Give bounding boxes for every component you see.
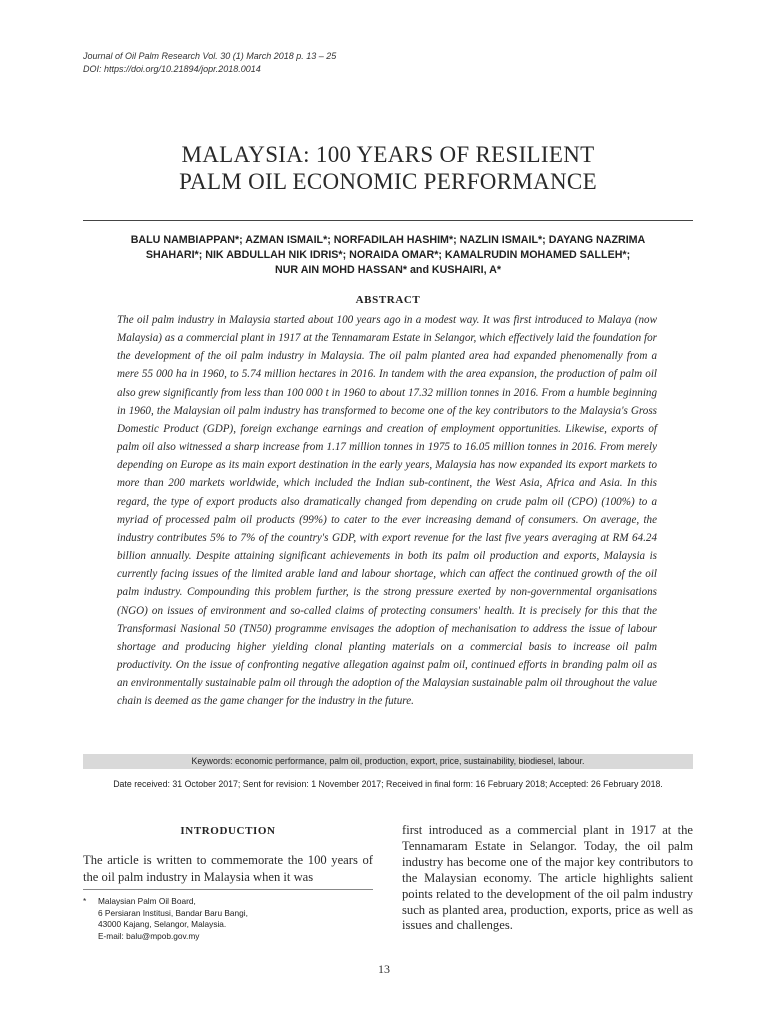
journal-header [83, 50, 683, 75]
author-line-1: BALU NAMBIAPPAN*; AZMAN ISMAIL*; NORFADILAH HASHIM*; NAZLIN ISMAIL*; DAYANG NAZRIMA [130, 234, 646, 246]
footnote-email[interactable]: E-mail: balu@mpob.gov.my [98, 930, 200, 941]
page-number: 13 [378, 962, 390, 976]
author-line-2: SHAHARI*; NIK ABDULLAH NIK IDRIS*; NORAIDA OMAR*; KAMALRUDIN MOHAMED SALLEH*; [145, 249, 631, 261]
introduction-left-text: The article is written to commemorate the 100 years of the oil palm industry in Malaysia when it was [83, 853, 373, 884]
introduction-right-text: first introduced as a commercial plant in 1917 at the Tennamaram Estate in Selangor. Today, the oil palm industry has become one of the major key contributors to the Malaysian economy. The article highlights salient points related to the development of the oil palm industry such as planted area, production, exports, price as well as issues and challenges. [402, 823, 693, 933]
footnote-divider [83, 889, 373, 890]
paper-title-line-2: PALM OIL ECONOMIC PERFORMANCE [179, 169, 597, 194]
introduction-right-column [402, 823, 693, 934]
journal-citation: Journal of Oil Palm Research Vol. 30 (1) March 2018 p. 13 – 25 [83, 51, 337, 61]
footnote-line-2: 6 Persiaran Institusi, Bandar Baru Bangi, [98, 907, 248, 918]
footnote-line-1: Malaysian Palm Oil Board, [98, 896, 196, 906]
paper-title-line-1: MALAYSIA: 100 YEARS OF RESILIENT [181, 142, 595, 167]
author-line-3: NUR AIN MOHD HASSAN* and KUSHAIRI, A* [274, 264, 502, 276]
author-list [83, 233, 693, 278]
abstract-body [117, 311, 657, 710]
introduction-heading: INTRODUCTION [180, 825, 276, 837]
keywords-bar: Keywords: economic performance, palm oil, production, export, price, sustainability, biodiesel, labour. [83, 754, 693, 769]
abstract-text: The oil palm industry in Malaysia started about 100 years ago in a modest way. It was first introduced to Malaya (now Malaysia) as a commercial plant in 1917 at the Tennamaram Estate in Selangor, which effectively laid the foundation for the development of the oil palm industry in Malaysia. The oil palm planted area had expanded phenomenally from a mere 55 000 ha in 1960, to 5.74 million hectares in 2016. In tandem with the area expansion, the production of palm oil also grew significantly from less than 100 000 t in 1960 to about 17.32 million tonnes in 2016. From a humble beginning in 1960, the Malaysian oil palm industry has transformed to become one of the key contributors to the Malaysia's Gross Domestic Product (GDP), foreign exchange earnings and creation of employment opportunities. Likewise, exports of palm oil also witnessed a sharp increase from 1.17 million tonnes in 1975 to 16.05 million tonnes in 2016. From merely depending on Europe as its main export destination in the early years, Malaysia has now expanded its export markets to more than 200 markets worldwide, which included the Indian sub-continent, the West Asia, Africa and Asia. In this regard, the type of export products also dramatically changed from depending on crude palm oil (CPO) (100%) to a myriad of processed palm oil products (99%) to cater to the ever increasing demand of consumers. On average, the industry contributes 5% to 7% of the country's GDP, with export revenue for the last five years averaging at RM 64.24 billion annually. Despite attaining significant achievements in both its palm oil production and exports, Malaysia is currently facing issues of the limited arable land and labour shortage, which can affect the continued growth of the oil palm industry. Compounding this problem further, is the strong pressure exerted by non-governmental organisations (NGO) on issues of environment and so-called claims of protecting consumers' health. It is precisely for this that the Transformasi Nasional 50 (TN50) programme envisages the adoption of mechanisation to address the issue of labour shortage and producing higher yielding clonal planting materials on a commercial basis to increase oil palm productivity. On the issue of confronting negative allegation against palm oil, continued efforts in branding palm oil as an environmentally sustainable palm oil through the adoption of the Malaysian sustainable palm oil throughout the value chain is deemed as the game changer for the industry in the future. [117, 314, 657, 708]
doi-link[interactable]: DOI: https://doi.org/10.21894/jopr.2018.0014 [83, 63, 261, 74]
footnote-mark: * [83, 896, 87, 906]
abstract-heading: ABSTRACT [355, 294, 421, 306]
footnote-line-3: 43000 Kajang, Selangor, Malaysia. [98, 919, 227, 930]
submission-dates: Date received: 31 October 2017; Sent for revision: 1 November 2017; Received in final form: 16 February 2018; Accepted: 26 February 2018. [113, 779, 663, 789]
introduction-left-column [83, 852, 373, 886]
title-divider [83, 220, 693, 221]
paper-title [83, 141, 693, 195]
